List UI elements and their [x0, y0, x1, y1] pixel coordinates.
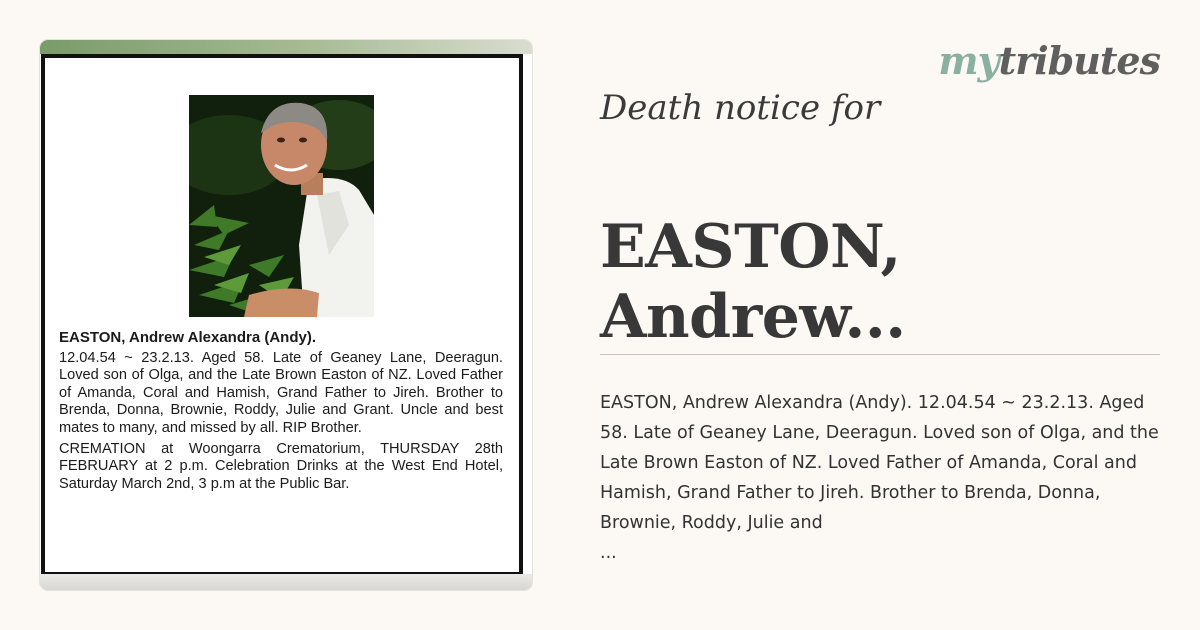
notice-paragraph-service: CREMATION at Woongarra Crematorium, THURSDAY 28th FEBRUARY at 2 p.m. Celebration Drinks at the West End Hotel, Saturday March 2nd, 3 p.m at the Public Bar.: [59, 440, 503, 492]
newspaper-notice: [41, 54, 523, 576]
notice-text: [59, 329, 503, 496]
card-bottom-bar: [40, 574, 532, 590]
deceased-name-heading: EASTON, Andrew...: [600, 212, 906, 352]
logo-tributes-text: tributes: [998, 38, 1160, 83]
notice-card: [40, 40, 532, 590]
notice-title: EASTON, Andrew Alexandra (Andy).: [59, 329, 316, 346]
summary-text: EASTON, Andrew Alexandra (Andy). 12.04.54 ~ 23.2.13. Aged 58. Late of Geaney Lane, Deeragun. Loved son of Olga, and the Late Brown Easton of NZ. Loved Father of Amanda, Coral and Hamish, Grand Father to Jireh. Brother to Brenda, Donna, Brownie, Roddy, Julie and: [600, 393, 1159, 533]
notice-paragraph-details: 12.04.54 ~ 23.2.13. Aged 58. Late of Geaney Lane, Deeragun. Loved son of Olga, and the Late Brown Easton of NZ. Loved Father of Amanda, Coral and Hamish, Grand Father to Jireh. Brother to Brenda, Donna, Brownie, Roddy, Julie and Grant. Uncle and best mates to many, and missed by all. RIP Brother.: [59, 349, 503, 436]
death-notice-label: Death notice for: [600, 88, 881, 128]
portrait-photo-illustration: [189, 95, 374, 317]
mytributes-logo[interactable]: [938, 38, 1160, 83]
notice-summary: [600, 388, 1160, 568]
logo-my-text: my: [938, 38, 999, 83]
divider: [600, 354, 1160, 355]
portrait-photo: [189, 95, 374, 317]
summary-ellipsis: ...: [600, 543, 617, 563]
card-top-bar: [40, 40, 532, 54]
